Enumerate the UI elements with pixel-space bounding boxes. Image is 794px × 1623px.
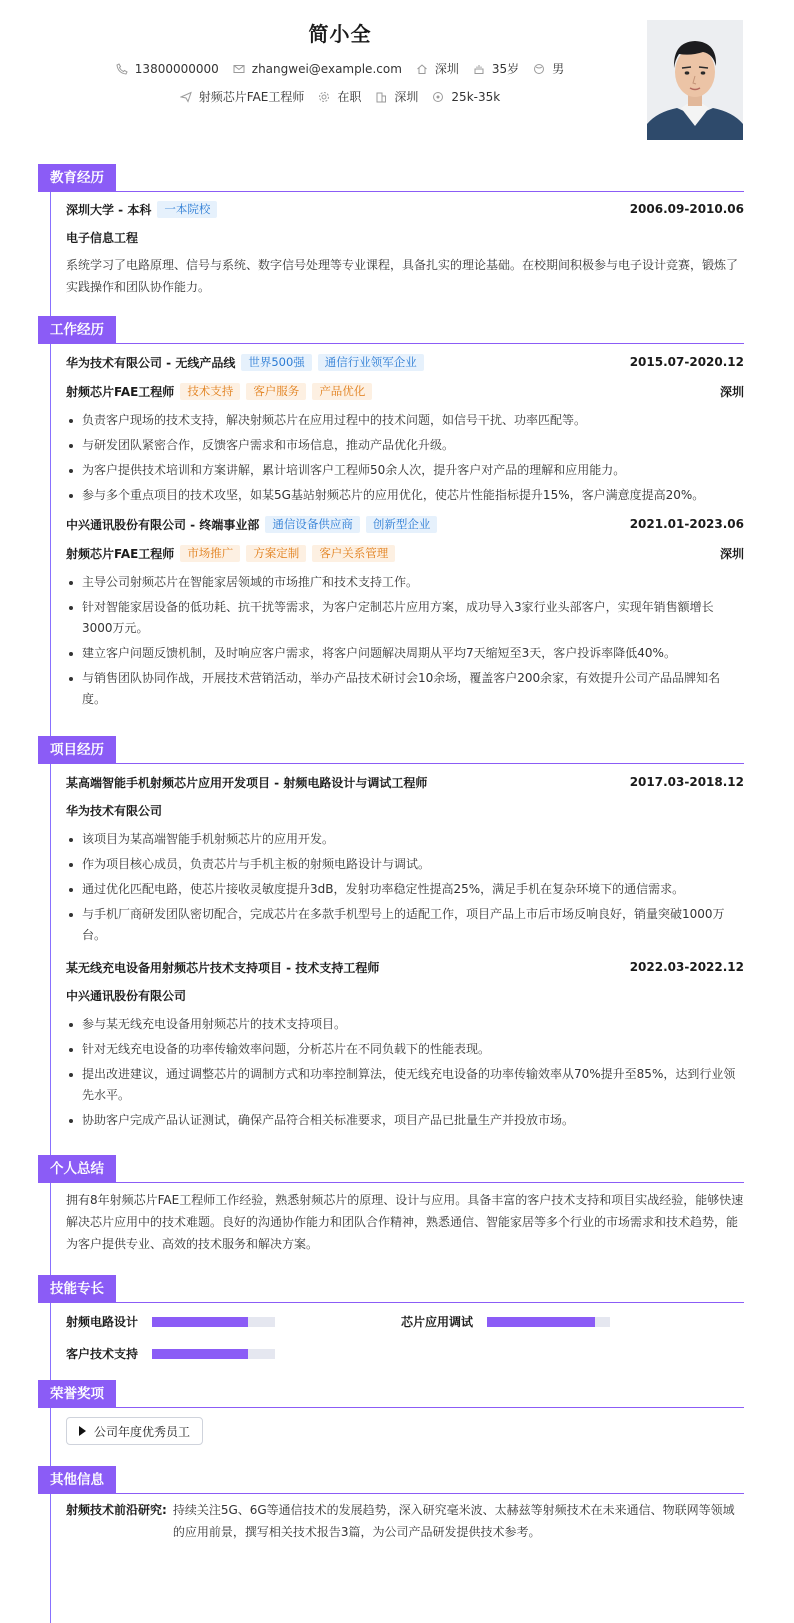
candidate-name: 简小全 bbox=[308, 22, 372, 46]
major-name: 电子信息工程 bbox=[66, 231, 139, 245]
work-section bbox=[38, 316, 744, 706]
project-company: 华为技术有限公司 bbox=[66, 804, 163, 818]
education-entry-head bbox=[66, 200, 744, 218]
list-item: 该项目为某高端智能手机射频芯片的应用开发。 bbox=[66, 829, 744, 850]
work-bullets bbox=[66, 410, 744, 506]
skills-section bbox=[38, 1275, 744, 1303]
award-label: 公司年度优秀员工 bbox=[94, 1424, 191, 1439]
target-city-item bbox=[375, 88, 418, 105]
awards-title: 荣誉奖项 bbox=[38, 1380, 116, 1408]
list-item: 与销售团队协同作战，开展技术营销活动，举办产品技术研讨会10余场，覆盖客户200余家，有效提升公司产品品牌知名度。 bbox=[66, 668, 744, 710]
company-name: 中兴通讯股份有限公司 - 终端事业部 bbox=[66, 517, 260, 532]
email-text: zhangwei@example.com bbox=[251, 61, 402, 76]
work-date: 2021.01-2023.06 bbox=[629, 517, 744, 531]
company-tag: 通信设备供应商 bbox=[265, 516, 360, 533]
role-name: 射频芯片FAE工程师 bbox=[66, 384, 175, 399]
skill-bar bbox=[152, 1317, 275, 1327]
list-item: 协助客户完成产品认证测试，确保产品符合相关标准要求，项目产品已批量生产并投放市场。 bbox=[66, 1110, 744, 1131]
list-item: 建立客户问题反馈机制，及时响应客户需求，将客户问题解决周期从平均7天缩短至3天，客户投诉率降低40%。 bbox=[66, 643, 744, 664]
list-item: 主导公司射频芯片在智能家居领域的市场推广和技术支持工作。 bbox=[66, 572, 744, 593]
status-item bbox=[318, 88, 361, 105]
intent-row bbox=[0, 88, 680, 105]
other-section bbox=[38, 1466, 744, 1539]
target-city-text: 深圳 bbox=[394, 90, 419, 104]
phone-icon bbox=[116, 63, 128, 75]
role-tag: 技术支持 bbox=[180, 383, 240, 400]
work-entry-2 bbox=[66, 515, 744, 714]
work-entry-1 bbox=[66, 353, 744, 510]
awards-section bbox=[38, 1380, 744, 1439]
skill-name: 射频电路设计 bbox=[66, 1315, 139, 1329]
school-tag: 一本院校 bbox=[157, 201, 217, 218]
other-label: 射频技术前沿研究: bbox=[66, 1503, 167, 1517]
summary-title: 个人总结 bbox=[38, 1155, 116, 1183]
role-tag: 客户关系管理 bbox=[312, 545, 395, 562]
list-item: 与研发团队紧密合作，反馈客户需求和市场信息，推动产品优化升级。 bbox=[66, 435, 744, 456]
list-item: 参与多个重点项目的技术攻坚，如某5G基站射频芯片的应用优化，使芯片性能指标提升15%，客户满意度提高20%。 bbox=[66, 485, 744, 506]
summary-header bbox=[38, 1155, 744, 1183]
education-title: 教育经历 bbox=[38, 164, 116, 192]
project-head bbox=[66, 958, 744, 976]
company-name: 华为技术有限公司 - 无线产品线 bbox=[66, 355, 236, 370]
skill-fill bbox=[487, 1317, 595, 1327]
list-item: 通过优化匹配电路，使芯片接收灵敏度提升3dB，发射功率稳定性提高25%，满足手机在复杂环境下的通信需求。 bbox=[66, 879, 744, 900]
section-rule bbox=[38, 343, 744, 344]
project-company: 中兴通讯股份有限公司 bbox=[66, 989, 187, 1003]
other-header bbox=[38, 1466, 744, 1494]
skill-item bbox=[66, 1313, 275, 1330]
coin-icon bbox=[432, 91, 444, 103]
section-rule bbox=[38, 763, 744, 764]
project-head bbox=[66, 773, 744, 791]
education-date: 2006.09-2010.06 bbox=[629, 202, 744, 216]
gender-icon bbox=[533, 63, 545, 75]
send-icon bbox=[180, 91, 192, 103]
role-head bbox=[66, 382, 744, 400]
gear-icon bbox=[318, 91, 330, 103]
company-tag: 创新型企业 bbox=[366, 516, 438, 533]
education-header bbox=[38, 164, 744, 192]
role-text: 射频芯片FAE工程师 bbox=[198, 90, 305, 104]
cake-icon bbox=[473, 63, 485, 75]
role-tag: 方案定制 bbox=[246, 545, 306, 562]
education-section bbox=[38, 164, 744, 294]
other-entry bbox=[66, 1499, 744, 1543]
email-icon bbox=[233, 63, 245, 75]
role-tag: 产品优化 bbox=[312, 383, 372, 400]
section-rule bbox=[38, 1407, 744, 1408]
project-section bbox=[38, 736, 744, 1127]
phone-text: 13800000000 bbox=[134, 61, 219, 76]
skill-bar bbox=[487, 1317, 610, 1327]
section-rule bbox=[38, 1493, 744, 1494]
skills-title: 技能专长 bbox=[38, 1275, 116, 1303]
other-title: 其他信息 bbox=[38, 1466, 116, 1494]
work-location: 深圳 bbox=[719, 546, 744, 561]
awards-header bbox=[38, 1380, 744, 1408]
project-bullets bbox=[66, 829, 744, 946]
gender-item bbox=[533, 60, 564, 77]
work-title: 工作经历 bbox=[38, 316, 116, 344]
list-item: 负责客户现场的技术支持，解决射频芯片在应用过程中的技术问题，如信号干扰、功率匹配等。 bbox=[66, 410, 744, 431]
skill-bar bbox=[152, 1349, 275, 1359]
list-item: 与手机厂商研发团队密切配合，完成芯片在多款手机型号上的适配工作，项目产品上市后市场反响良好，销量突破1000万台。 bbox=[66, 904, 744, 946]
profile-photo bbox=[647, 20, 743, 140]
skill-item bbox=[66, 1345, 275, 1362]
skill-fill bbox=[152, 1317, 248, 1327]
list-item: 针对无线充电设备的功率传输效率问题，分析芯片在不同负载下的性能表现。 bbox=[66, 1039, 744, 1060]
summary-text: 拥有8年射频芯片FAE工程师工作经验，熟悉射频芯片的原理、设计与应用。具备丰富的客户技术支持和项目实战经验，能够快速解决芯片应用中的技术难题。良好的沟通协作能力和团队合作精神，熟悉通信、智能家居等多个行业的市场需求和技术趋势，能为客户提供专业、高效的技术服务和解决方案。 bbox=[66, 1193, 744, 1251]
skill-fill bbox=[152, 1349, 248, 1359]
section-rule bbox=[38, 191, 744, 192]
project-header bbox=[38, 736, 744, 764]
list-item: 作为项目核心成员，负责芯片与手机主板的射频电路设计与调试。 bbox=[66, 854, 744, 875]
other-text: 持续关注5G、6G等通信技术的发展趋势，深入研究毫米波、太赫兹等射频技术在未来通信、物联网等领域的应用前景，撰写相关技术报告3篇，为公司产品研发提供技术参考。 bbox=[172, 1503, 735, 1539]
section-rule bbox=[38, 1182, 744, 1183]
status-text: 在职 bbox=[337, 90, 362, 104]
role-tag: 客户服务 bbox=[246, 383, 306, 400]
education-desc: 系统学习了电路原理、信号与系统、数字信号处理等专业课程，具备扎实的理论基础。在校期间积极参与电子设计竞赛，锻炼了实践操作和团队协作能力。 bbox=[66, 258, 739, 294]
section-rule bbox=[38, 1302, 744, 1303]
salary-item bbox=[432, 90, 500, 104]
company-tag: 世界500强 bbox=[241, 354, 311, 371]
age-item bbox=[473, 60, 519, 77]
project-entry-1 bbox=[66, 773, 744, 950]
list-item: 针对智能家居设备的低功耗、抗干扰等需求，为客户定制芯片应用方案，成功导入3家行业头部客户，实现年销售额增长3000万元。 bbox=[66, 597, 744, 639]
skill-item bbox=[401, 1313, 610, 1330]
list-item: 参与某无线充电设备用射频芯片的技术支持项目。 bbox=[66, 1014, 744, 1035]
education-entry bbox=[66, 200, 744, 298]
company-head bbox=[66, 515, 744, 533]
building-icon bbox=[375, 91, 387, 103]
phone-item bbox=[116, 62, 219, 76]
email-item bbox=[233, 62, 402, 76]
award-item[interactable] bbox=[66, 1417, 203, 1445]
skill-name: 芯片应用调试 bbox=[401, 1315, 474, 1329]
list-item: 为客户提供技术培训和方案讲解，累计培训客户工程师50余人次，提升客户对产品的理解和应用能力。 bbox=[66, 460, 744, 481]
project-entry-2 bbox=[66, 958, 744, 1135]
list-item: 提出改进建议，通过调整芯片的调制方式和功率控制算法，使无线充电设备的功率传输效率从70%提升至85%，达到行业领先水平。 bbox=[66, 1064, 744, 1106]
skills-header bbox=[38, 1275, 744, 1303]
city-item bbox=[416, 60, 459, 77]
role-item bbox=[180, 88, 305, 105]
gender-text: 男 bbox=[552, 62, 565, 76]
project-date: 2022.03-2022.12 bbox=[629, 960, 744, 974]
company-tag: 通信行业领军企业 bbox=[318, 354, 424, 371]
age-text: 35岁 bbox=[491, 62, 520, 76]
project-bullets bbox=[66, 1014, 744, 1131]
play-icon bbox=[79, 1426, 86, 1436]
skill-name: 客户技术支持 bbox=[66, 1347, 139, 1361]
school-name: 深圳大学 - 本科 bbox=[66, 202, 152, 217]
company-head bbox=[66, 353, 744, 371]
project-date: 2017.03-2018.12 bbox=[629, 775, 744, 789]
role-name: 射频芯片FAE工程师 bbox=[66, 546, 175, 561]
project-title: 项目经历 bbox=[38, 736, 116, 764]
work-location: 深圳 bbox=[719, 384, 744, 399]
work-date: 2015.07-2020.12 bbox=[629, 355, 744, 369]
work-header bbox=[38, 316, 744, 344]
work-bullets bbox=[66, 572, 744, 710]
salary-text: 25k-35k bbox=[451, 89, 501, 104]
city-text: 深圳 bbox=[434, 62, 459, 76]
role-head bbox=[66, 544, 744, 562]
project-name: 某无线充电设备用射频芯片技术支持项目 - 技术支持工程师 bbox=[66, 960, 380, 975]
home-icon bbox=[416, 63, 428, 75]
summary-section bbox=[38, 1155, 744, 1251]
project-name: 某高端智能手机射频芯片应用开发项目 - 射频电路设计与调试工程师 bbox=[66, 775, 428, 790]
contact-row bbox=[0, 60, 680, 77]
role-tag: 市场推广 bbox=[180, 545, 240, 562]
